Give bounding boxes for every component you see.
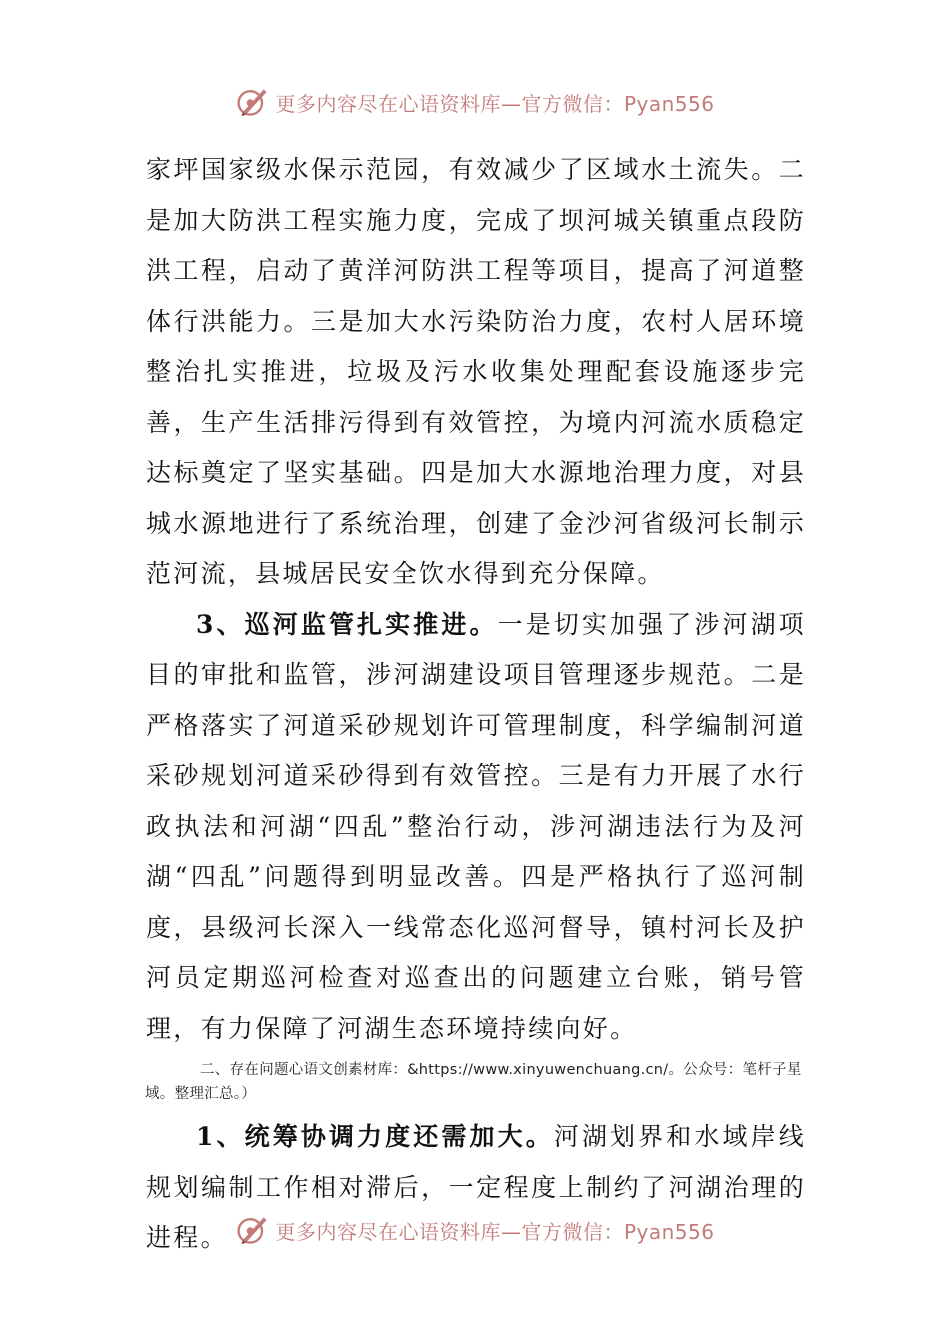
paragraph-water-projects: 家坪国家级水保示范园，有效减少了区域水土流失。二是加大防洪工程实施力度，完成了坝河城关镇重点段防洪工程，启动了黄洋河防洪工程等项目，提高了河道整体行洪能力。三是加大水污染防治力度，农村人居环境整治扎实推进，垃圾及污水收集处理配套设施逐步完善，生产生活排污得到有效管控，为境内河流水质稳定达标奠定了坚实基础。四是加大水源地治理力度，对县城水源地进行了系统治理，创建了金沙河省级河长制示范河流，县城居民安全饮水得到充分保障。 [146,155,806,588]
document-body [146,145,806,1264]
pen-logo-icon [235,1212,271,1248]
paragraph-text: 一是切实加强了涉河湖项目的审批和监管，涉河湖建设项目管理逐步规范。二是严格落实了河道采砂规划许可管理制度，科学编制河道采砂规划河道采砂得到有效管控。三是有力开展了水行政执法和河湖“四乱”整治行动，涉河湖违法行为及河湖“四乱”问题得到明显改善。四是严格执行了巡河制度，县级河长深入一线常态化巡河督导，镇村河长及护河员定期巡河检查对巡查出的问题建立台账，销号管理，有力保障了河湖生态环境持续向好。 [146,609,806,1043]
paragraph-text: 河湖划界和水域岸线规划编制工作相对滞后，一定程度上制约了河湖治理的进程。 [146,1122,807,1252]
section-heading-note: 二、存在问题心语文创素材库：&https://www.xinyuwenchuang.cn/。公众号：笔杆子星域。整理汇总。） [145,1062,802,1102]
header-watermark-text: 更多内容尽在心语资料库—官方微信：Pyan556 [275,91,715,116]
paragraph-river-patrol [146,600,806,1055]
pen-logo-icon [235,84,271,120]
paragraph-heading: 3、巡河监管扎实推进。 [196,609,498,639]
header-watermark-banner [0,80,950,124]
footer-watermark-text: 更多内容尽在心语资料库—官方微信：Pyan556 [275,1219,715,1244]
footer-watermark-banner [0,1208,950,1252]
paragraph-heading: 1、统筹协调力度还需加大。 [196,1122,554,1151]
